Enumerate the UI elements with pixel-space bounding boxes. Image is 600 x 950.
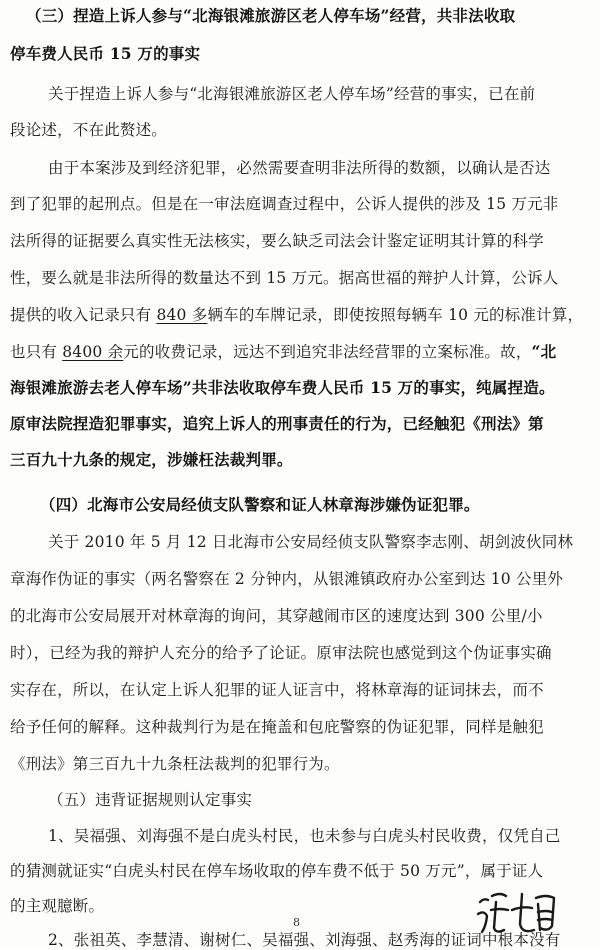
section3-heading-line1: （三）捏造上诉人参与“北海银滩旅游区老人停车场”经营，共非法收取 [26, 6, 516, 25]
section4-p-line3: 的北海市公安局展开对林章海的询问，其穿越闹市区的速度达到 300 公里/小 [10, 607, 543, 625]
section4-p-line6: 给予任何的解释。这种裁判行为是在掩盖和包庇警察的伪证犯罪，同样是触犯 [10, 718, 544, 736]
section4-heading: （四）北海市公安局经侦支队警察和证人林章海涉嫌伪证犯罪。 [40, 495, 480, 514]
section3-p2-line7: 海银滩旅游去老人停车场”共非法收取停车费人民币 15 万的事实，纯属捏造。 [10, 378, 555, 397]
section4-p-line5: 实存在，所以，在认定上诉人犯罪的证人证言中，将林章海的证词抹去，而不 [10, 681, 544, 699]
p2-line6-part-b: 元的收费记录，远达不到追究非法经营罪的立案标准。故， [123, 343, 532, 361]
section3-p2-line4: 性，要么就是非法所得的数量达不到 15 万元。据高世福的辩护人计算，公诉人 [10, 269, 559, 287]
section3-p1-line1: 关于捏造上诉人参与“北海银滩旅游区老人停车场”经营的事实，已在前 [48, 85, 536, 103]
section5-item1-line2: 的猜测就证实“白虎头村民在停车场收取的停车费不低于 50 万元”，属于证人 [10, 862, 544, 880]
section3-heading-line2: 停车费人民币 15 万的事实 [10, 44, 201, 63]
section4-p-line1: 关于 2010 年 5 月 12 日北海市公安局经侦支队警察李志刚、胡剑波伙同林 [48, 533, 574, 551]
p2-line6-part-a: 也只有 [10, 343, 63, 361]
section3-p2-line2: 到了犯罪的起刑点。但是在一审法庭调查过程中，公诉人提供的涉及 15 万元非 [10, 195, 559, 213]
section4-p-line2: 章海作伪证的事实（两名警察在 2 分钟内，从银滩镇政府办公室到达 10 公里外 [10, 570, 564, 588]
handwritten-signature [474, 880, 560, 944]
section5-item2-line1: 2、张祖英、李慧清、谢树仁、吴福强、刘海强、赵秀海的证词中根本没有 [48, 931, 561, 949]
section3-p2-line1: 由于本案涉及到经济犯罪，必然需要查明非法所得的数额，以确认是否达 [48, 159, 551, 177]
p2-line5-part-b: 辆车的车牌记录，即使按照每辆车 10 元的标准计算， [207, 306, 584, 324]
section3-p2-line6 [10, 342, 556, 362]
section4-p-line7: 《刑法》第三百九十九条枉法裁判的犯罪行为。 [10, 755, 340, 773]
section5-heading: （五）违背证据规则认定事实 [48, 791, 253, 809]
section3-p2-line8: 原审法院捏造犯罪事实，追究上诉人的刑事责任的行为，已经触犯《刑法》第 [10, 414, 544, 433]
section4-p-line4: 时），已经为我的辩护人充分的给予了论证。原审法院也感觉到这个伪证事实确 [10, 644, 552, 662]
section5-item1-line1: 1、吴福强、刘海强不是白虎头村民，也未参与白虎头村民收费，仅凭自己 [48, 827, 561, 845]
p2-line5-part-a: 提供的收入记录只有 [10, 306, 157, 324]
section3-p1-line2: 段论述，不在此赘述。 [10, 121, 168, 139]
p2-line6-underlined: 8400 余 [62, 343, 124, 361]
section3-p2-line9: 三百九十九条的规定，涉嫌枉法裁判罪。 [10, 450, 293, 469]
section3-p2-line5 [10, 305, 583, 325]
page-number: 8 [293, 916, 300, 929]
p2-line6-bold: “北 [531, 342, 557, 361]
section3-p2-line3: 法所得的证据要么真实性无法核实，要么缺乏司法会计鉴定证明其计算的科学 [10, 232, 544, 250]
section5-item1-line3: 的主观臆断。 [10, 897, 105, 915]
p2-line5-underlined: 840 多 [156, 306, 208, 324]
